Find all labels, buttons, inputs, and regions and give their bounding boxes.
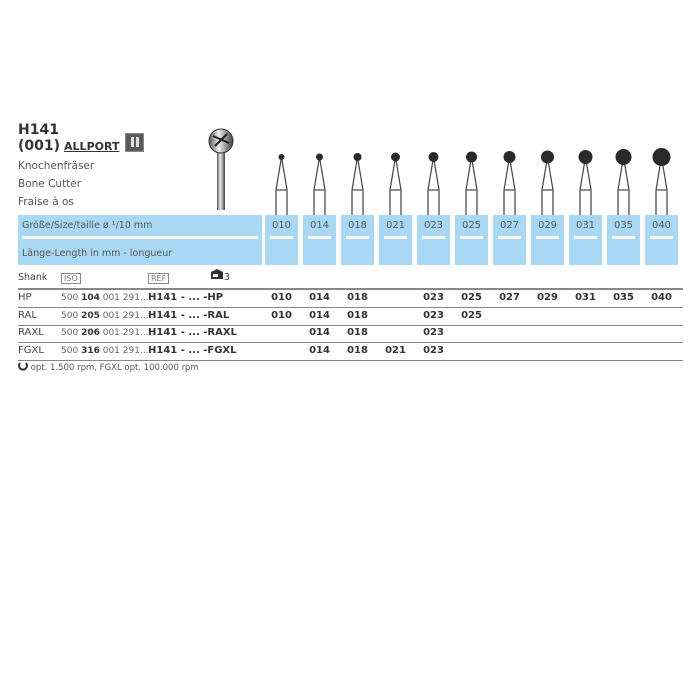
burr-023-icon bbox=[417, 140, 450, 215]
size-column-018 bbox=[341, 215, 374, 265]
size-value: 014 bbox=[309, 220, 330, 231]
iso-number: 500 104 001 291... bbox=[61, 293, 149, 303]
burr-025-icon bbox=[455, 140, 488, 215]
size-column-040 bbox=[645, 215, 678, 265]
description-de: Knochenfräser bbox=[18, 160, 95, 172]
size-availability-cell: 035 bbox=[613, 292, 634, 303]
table-row-fgxl bbox=[18, 343, 683, 361]
burr-018-icon bbox=[341, 140, 374, 215]
package-icon bbox=[210, 268, 224, 280]
divider bbox=[22, 236, 258, 239]
divider bbox=[346, 236, 369, 239]
size-column-021 bbox=[379, 215, 412, 265]
speed-note bbox=[18, 361, 199, 373]
ref-number: H141 - ... -FGXL bbox=[148, 344, 237, 356]
product-subtitle bbox=[18, 138, 119, 155]
size-value: 040 bbox=[651, 220, 672, 231]
size-availability-cell: 021 bbox=[385, 344, 406, 356]
ref-number: H141 - ... -RAL bbox=[148, 309, 230, 321]
size-value: 010 bbox=[271, 220, 292, 231]
size-column-029 bbox=[531, 215, 564, 265]
size-availability-cell: 014 bbox=[309, 327, 330, 338]
size-value: 031 bbox=[575, 220, 596, 231]
pack-count: 3 bbox=[224, 272, 231, 283]
shank-type: RAXL bbox=[18, 327, 44, 338]
burr-031-icon bbox=[569, 140, 602, 215]
size-availability-cell: 027 bbox=[499, 292, 520, 303]
figure-number: (001) bbox=[18, 138, 61, 154]
table-row-hp bbox=[18, 290, 683, 308]
divider bbox=[308, 236, 331, 239]
burr-035-icon bbox=[607, 140, 640, 215]
burr-027-icon bbox=[493, 140, 526, 215]
shank-type: FGXL bbox=[18, 344, 44, 356]
size-availability-cell: 029 bbox=[537, 292, 558, 303]
size-column-035 bbox=[607, 215, 640, 265]
size-availability-cell: 023 bbox=[423, 327, 444, 338]
ref-number: H141 - ... -HP bbox=[148, 292, 224, 303]
size-length-header-band bbox=[18, 215, 262, 265]
divider bbox=[460, 236, 483, 239]
size-availability-cell: 018 bbox=[347, 344, 368, 356]
shank-header: Shank bbox=[18, 272, 48, 283]
burr-029-icon bbox=[531, 140, 564, 215]
table-row-raxl bbox=[18, 325, 683, 343]
size-availability-cell: 018 bbox=[347, 292, 368, 303]
size-label: Größe/Size/taille ø ¹/10 mm bbox=[22, 220, 153, 231]
size-availability-cell: 018 bbox=[347, 309, 368, 321]
size-availability-cell: 031 bbox=[575, 292, 596, 303]
description-fr: Fraise à os bbox=[18, 196, 74, 208]
size-availability-cell: 010 bbox=[271, 292, 292, 303]
divider bbox=[612, 236, 635, 239]
size-column-027 bbox=[493, 215, 526, 265]
size-value: 029 bbox=[537, 220, 558, 231]
table-row-ral bbox=[18, 308, 683, 326]
shank-type: HP bbox=[18, 292, 32, 303]
burr-014-icon bbox=[303, 140, 336, 215]
size-availability-cell: 023 bbox=[423, 344, 444, 356]
size-availability-cell: 025 bbox=[461, 309, 482, 321]
length-label: Länge-Length in mm - longueur bbox=[22, 248, 173, 259]
divider bbox=[650, 236, 673, 239]
bone-cutter-product-image bbox=[203, 128, 239, 210]
burr-040-icon bbox=[645, 140, 678, 215]
shank-type: RAL bbox=[18, 309, 37, 321]
size-column-031 bbox=[569, 215, 602, 265]
size-value: 035 bbox=[613, 220, 634, 231]
size-value: 023 bbox=[423, 220, 444, 231]
manufacturer-logo-icon bbox=[125, 133, 144, 152]
iso-header-box: ISO bbox=[61, 273, 81, 284]
size-availability-cell: 025 bbox=[461, 292, 482, 303]
iso-number: 500 205 001 291... bbox=[61, 310, 149, 321]
size-value: 027 bbox=[499, 220, 520, 231]
burr-010-icon bbox=[265, 140, 298, 215]
size-column-023 bbox=[417, 215, 450, 265]
size-availability-cell: 040 bbox=[651, 292, 672, 303]
size-value: 025 bbox=[461, 220, 482, 231]
speed-note-text: opt. 1.500 rpm, FGXL opt. 100.000 rpm bbox=[30, 363, 199, 373]
rotation-speed-icon bbox=[18, 361, 28, 371]
iso-number: 500 206 001 291... bbox=[61, 328, 149, 338]
size-availability-cell: 010 bbox=[271, 309, 292, 321]
divider bbox=[384, 236, 407, 239]
size-availability-cell: 014 bbox=[309, 309, 330, 321]
divider bbox=[574, 236, 597, 239]
size-column-010 bbox=[265, 215, 298, 265]
burr-021-icon bbox=[379, 140, 412, 215]
pack-size-header bbox=[210, 268, 230, 283]
size-value: 018 bbox=[347, 220, 368, 231]
size-column-025 bbox=[455, 215, 488, 265]
divider bbox=[270, 236, 293, 239]
size-column-014 bbox=[303, 215, 336, 265]
size-availability-cell: 023 bbox=[423, 309, 444, 321]
divider bbox=[422, 236, 445, 239]
description-en: Bone Cutter bbox=[18, 178, 82, 190]
iso-number: 500 316 001 291... bbox=[61, 345, 149, 356]
product-code: H141 bbox=[18, 122, 59, 138]
size-availability-cell: 014 bbox=[309, 292, 330, 303]
size-availability-cell: 018 bbox=[347, 327, 368, 338]
divider bbox=[536, 236, 559, 239]
size-availability-cell: 023 bbox=[423, 292, 444, 303]
size-availability-cell: 014 bbox=[309, 344, 330, 356]
size-value: 021 bbox=[385, 220, 406, 231]
ref-number: H141 - ... -RAXL bbox=[148, 327, 237, 338]
divider bbox=[498, 236, 521, 239]
brand-name: ALLPORT bbox=[64, 140, 120, 153]
ref-header-box: REF bbox=[148, 273, 169, 284]
